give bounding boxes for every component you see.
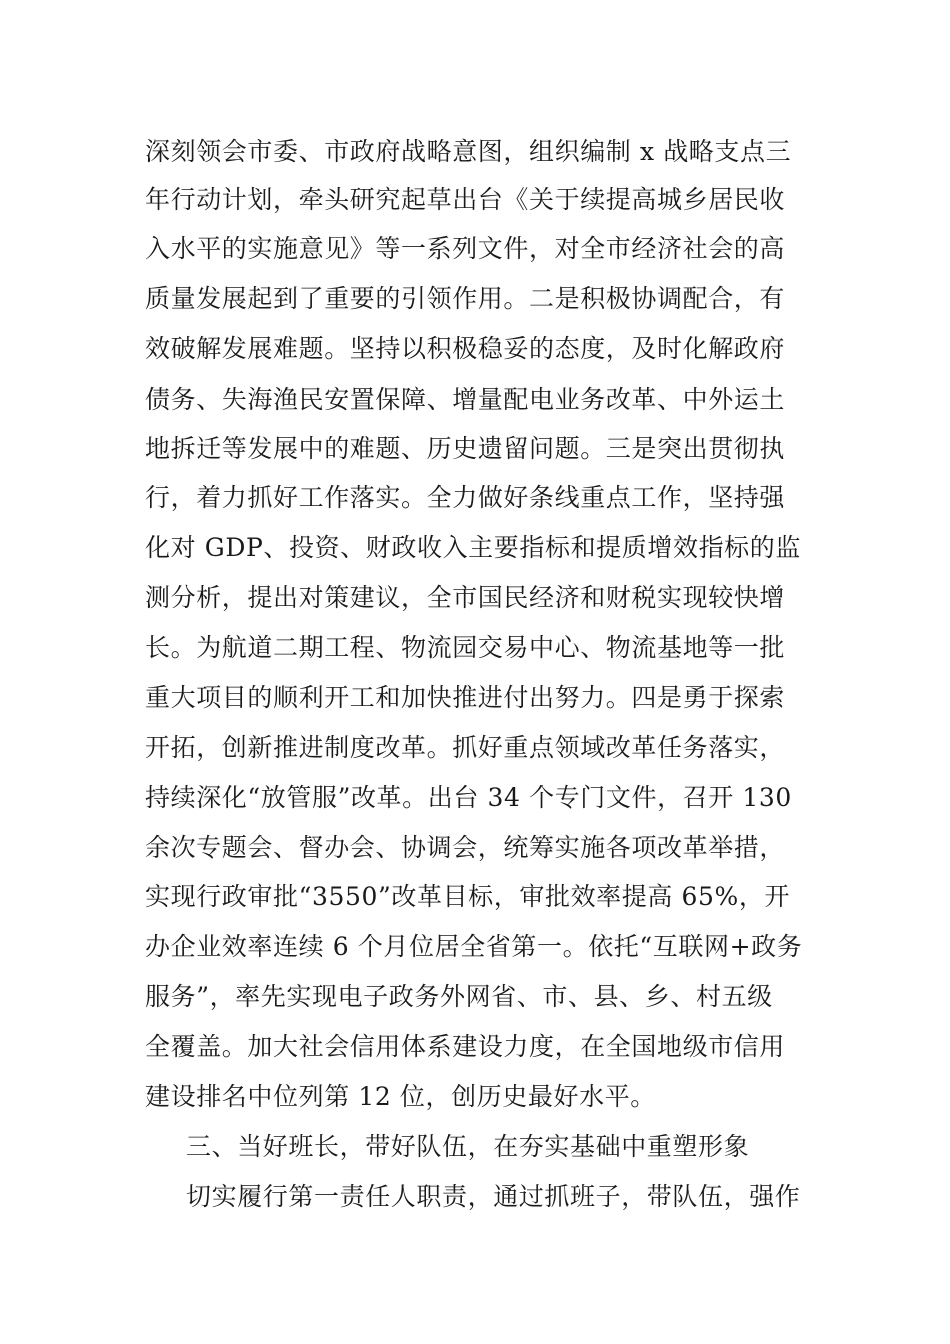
paragraph-line: 测分析，提出对策建议，全市国民经济和财税实现较快增 (145, 583, 786, 612)
paragraph-line: 余次专题会、督办会、协调会，统筹实施各项改革举措， (145, 833, 786, 862)
paragraph-line: 效破解发展难题。坚持以积极稳妥的态度，及时化解政府 (145, 334, 786, 363)
paragraph-line: 年行动计划，牵头研究起草出台《关于续提高城乡居民收 (145, 185, 786, 214)
paragraph-line: 行，着力抓好工作落实。全力做好条线重点工作，坚持强 (145, 483, 786, 512)
paragraph-line: 债务、失海渔民安置保障、增量配电业务改革、中外运土 (145, 385, 786, 414)
paragraph-line: 切实履行第一责任人职责，通过抓班子，带队伍，强作 (186, 1182, 801, 1211)
paragraph-line: 重大项目的顺利开工和加快推进付出努力。四是勇于探索 (145, 683, 786, 712)
paragraph-line: 开拓，创新推进制度改革。抓好重点领域改革任务落实， (145, 733, 786, 762)
paragraph-line: 入水平的实施意见》等一系列文件，对全市经济社会的高 (145, 234, 786, 263)
section-heading: 三、当好班长，带好队伍，在夯实基础中重塑形象 (186, 1132, 750, 1161)
paragraph-line: 建设排名中位列第 12 位，创历史最好水平。 (145, 1082, 656, 1111)
paragraph-line: 服务”，率先实现电子政务外网省、市、县、乡、村五级 (145, 982, 773, 1011)
paragraph-line: 全覆盖。加大社会信用体系建设力度，在全国地级市信用 (145, 1032, 786, 1061)
paragraph-line: 化对 GDP、投资、财政收入主要指标和提质增效指标的监 (145, 533, 801, 562)
paragraph-line: 持续深化“放管服”改革。出台 34 个专门文件，召开 130 (145, 783, 792, 812)
paragraph-line: 长。为航道二期工程、物流园交易中心、物流基地等一批 (145, 633, 786, 662)
paragraph-line: 质量发展起到了重要的引领作用。二是积极协调配合，有 (145, 284, 786, 313)
paragraph-line: 办企业效率连续 6 个月位居全省第一。依托“互联网+政务 (145, 932, 803, 961)
paragraph-line: 深刻领会市委、市政府战略意图，组织编制 x 战略支点三 (145, 137, 792, 166)
paragraph-line: 实现行政审批“3550”改革目标，审批效率提高 65%，开 (145, 882, 791, 911)
paragraph-line: 地拆迁等发展中的难题、历史遗留问题。三是突出贯彻执 (145, 434, 786, 463)
